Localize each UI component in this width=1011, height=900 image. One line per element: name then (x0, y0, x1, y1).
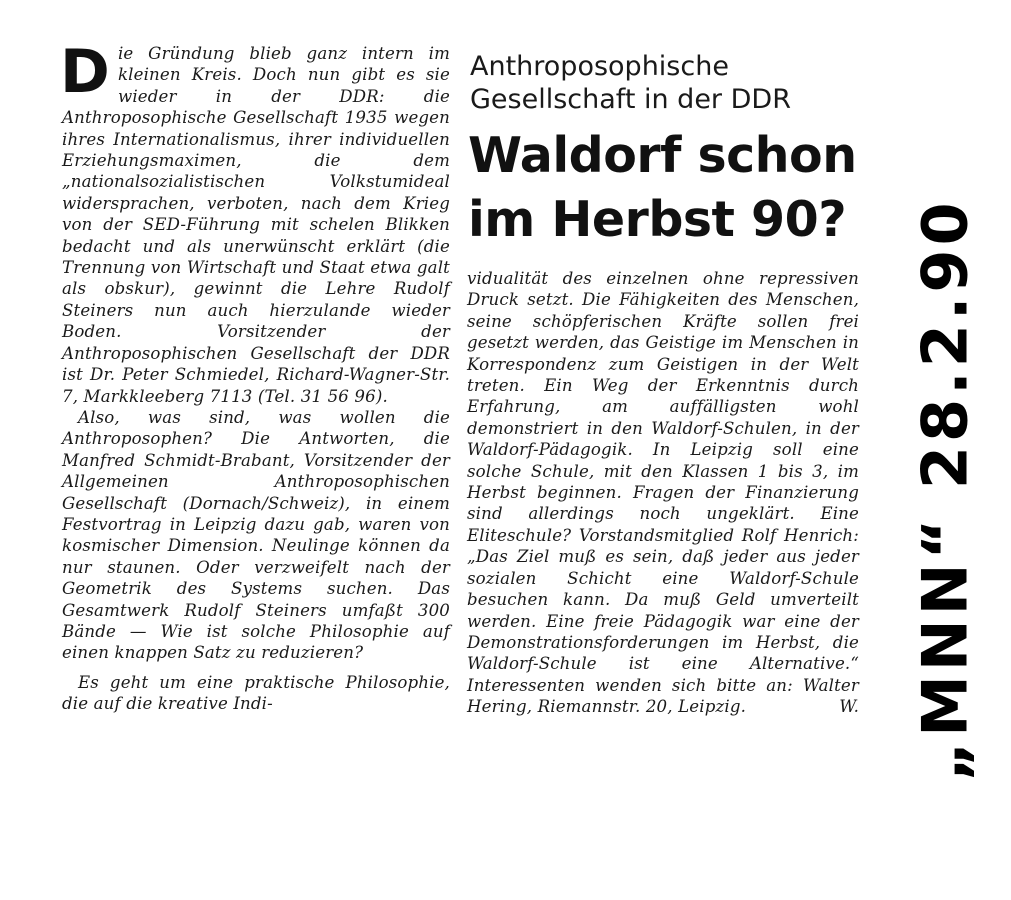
article-kicker (470, 50, 850, 116)
article-headline (468, 124, 868, 252)
right-paragraph-1 (467, 268, 859, 718)
drop-cap: D (60, 37, 110, 107)
left-paragraph-2: Also, was sind, was wollen die Anthroposophen? Die Antworten, die Manfred Schmidt-Brabant, Vorsitzender der Allgemeinen Anthroposophischen Gesellschaft (Dornach/Schweiz), in einem Festvortrag in Leipzig dazu gab, waren von kosmischer Dimension. Neulinge können da nur staunen. Oder verzweifelt nach der Geometrik des Systems suchen. Das Gesamtwerk Rudolf Steiners umfaßt 300 Bände — Wie ist solche Philosophie auf einen knappen Satz zu reduzieren? (62, 407, 450, 663)
kicker-line-2: Gesellschaft in der DDR (470, 84, 791, 115)
handwritten-source-note: „MNN“ 28.2.90 (908, 198, 982, 782)
article-column-right (467, 268, 859, 718)
right-paragraph-1-text: vidualität des einzelnen ohne repressiven Druck setzt. Die Fähigkeiten des Menschen, seine schöpferischen Kräfte sollen frei gesetzt werden, das Geistige im Menschen in Korrespondenz zum Geistigen in der Welt treten. Ein Weg der Erkenntnis durch Erfahrung, am auffälligsten wohl demonstriert in den Waldorf-Schulen, in der Waldorf-Pädagogik. In Leipzig soll eine solche Schule, mit den Klassen 1 bis 3, im Herbst beginnen. Fragen der Finanzierung sind allerdings noch ungeklärt. Eine Eliteschule? Vorstandsmitglied Rolf Henrich: „Das Ziel muß es sein, daß jeder aus jeder sozialen Schicht eine Waldorf-Schule besuchen kann. Da muß Geld umverteilt werden. Eine freie Pädagogik war eine der Demonstrationsforderungen im Herbst, die Waldorf-Schule ist eine Alternative.“ Interessenten wenden sich bitte an: Walter Hering, Riemannstr. 20, Leipzig. (467, 269, 859, 717)
left-paragraph-1 (60, 37, 450, 407)
left-paragraph-1-text: ie Gründung blieb ganz intern im kleinen Kreis. Doch nun gibt es sie wieder in der DDR: die Anthroposophische Gesellschaft 1935 wegen ihres Internationalismus, ihrer individuellen Erziehungsmaximen, die dem „nationalsozialistischen Volkstumideal widersprachen, verboten, nach dem Krieg von der SED-Führung mit schelen Blikken bedacht und als unerwünscht erklärt (die Trennung von Wirtschaft und Staat etwa galt als obskur), gewinnt die Lehre Rudolf Steiners nun auch hierzulande wieder Boden. Vorsitzender der Anthroposophischen Gesellschaft der DDR ist Dr. Peter Schmiedel, Richard-Wagner-Str. 7, Markkleeberg 7113 (Tel. 31 56 96). (62, 44, 450, 406)
headline-line-1: Waldorf schon (468, 127, 857, 184)
headline-line-2: im Herbst 90? (468, 191, 847, 248)
author-signature: W. (839, 697, 859, 717)
article-column-left (60, 37, 450, 715)
kicker-line-1: Anthroposophische (470, 51, 729, 82)
left-paragraph-3: Es geht um eine praktische Philosophie, die auf die kreative Indi- (62, 672, 450, 714)
